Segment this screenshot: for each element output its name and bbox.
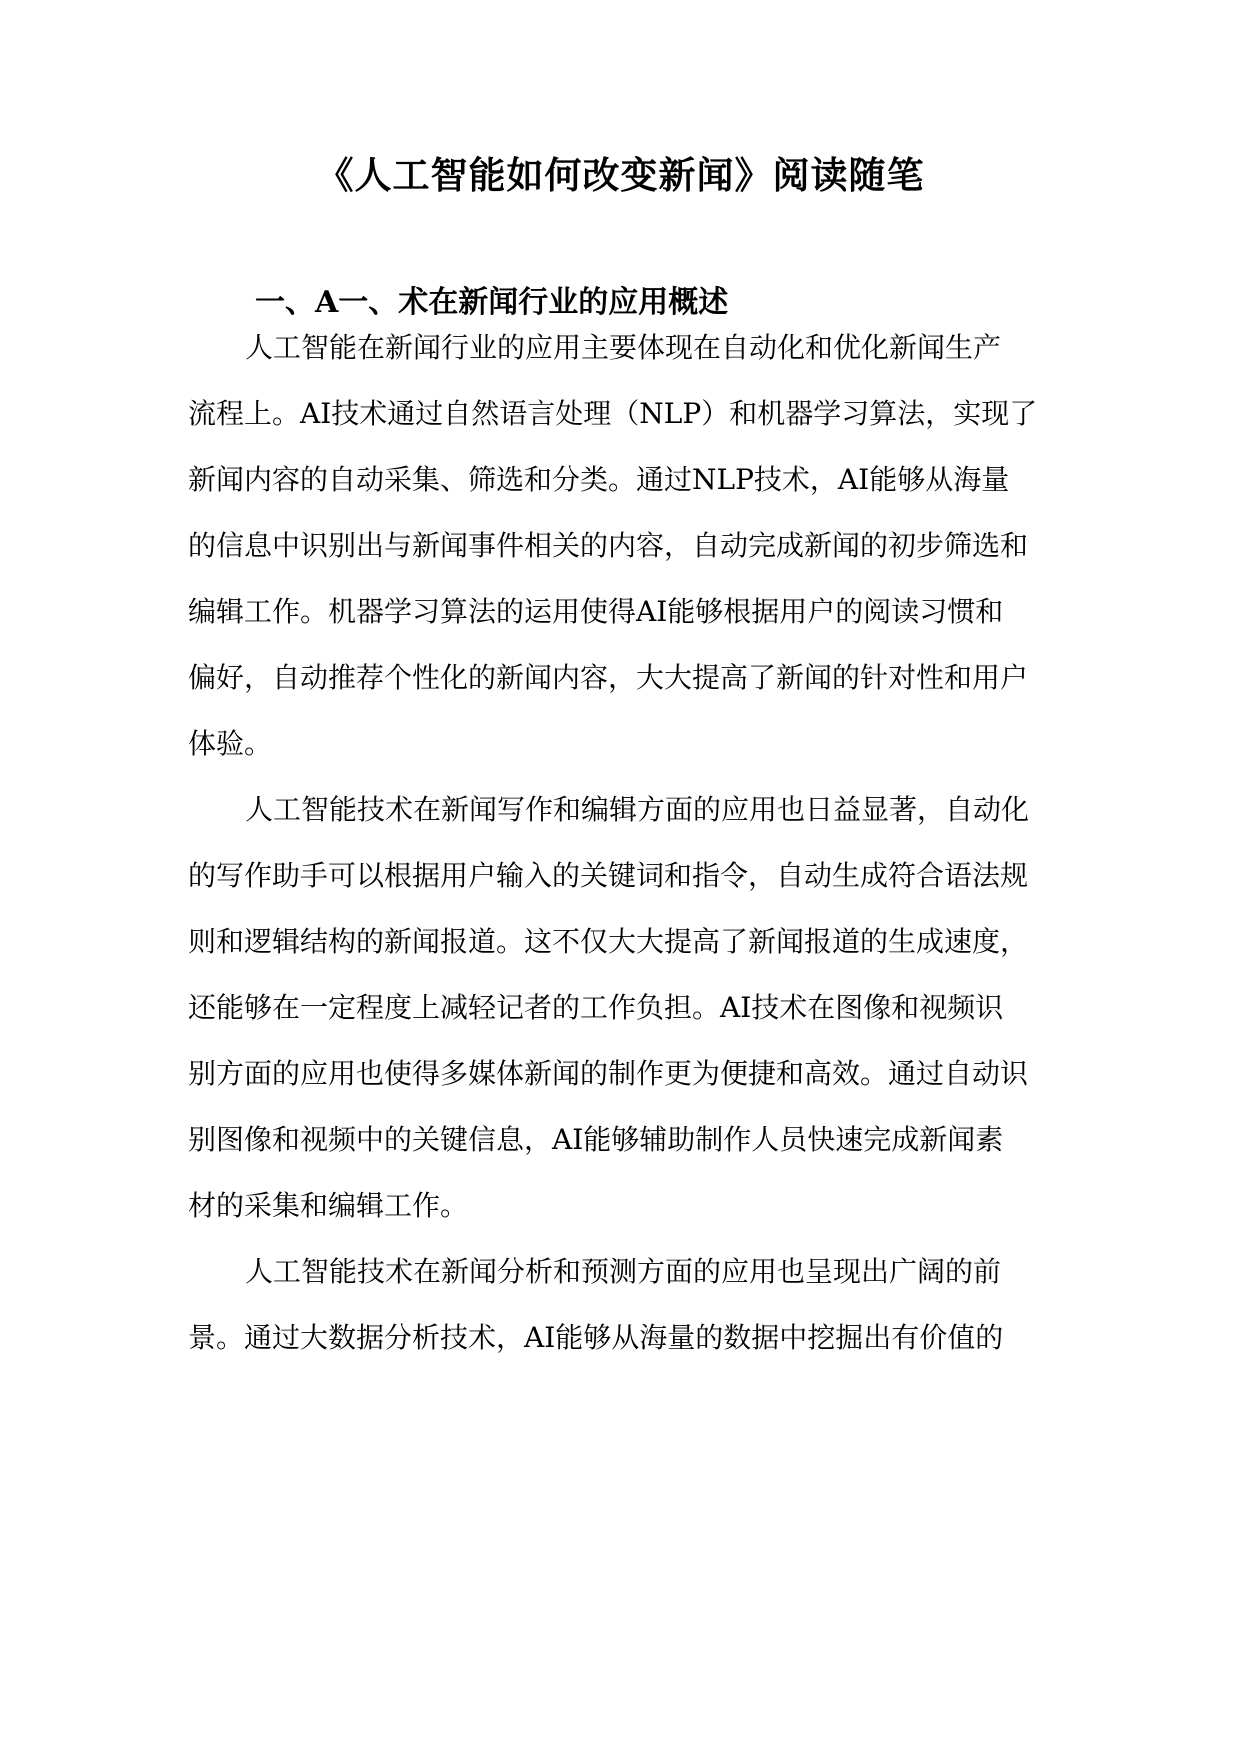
body-line: 编辑工作。机器学习算法的运用使得AI能够根据用户的阅读习惯和 [188, 595, 1004, 628]
body-line: 别图像和视频中的关键信息，AI能够辅助制作人员快速完成新闻素 [188, 1123, 1004, 1156]
body-line: 人工智能技术在新闻写作和编辑方面的应用也日益显著，自动化 [245, 793, 1030, 826]
body-line: 的写作助手可以根据用户输入的关键词和指令，自动生成符合语法规 [188, 859, 1029, 892]
body-line: 景。通过大数据分析技术，AI能够从海量的数据中挖掘出有价值的 [188, 1321, 1004, 1354]
body-line: 还能够在一定程度上减轻记者的工作负担。AI技术在图像和视频识 [188, 991, 1004, 1024]
body-line: 人工智能在新闻行业的应用主要体现在自动化和优化新闻生产 [245, 331, 1002, 364]
body-line: 新闻内容的自动采集、筛选和分类。通过NLP技术，AI能够从海量 [188, 463, 1010, 496]
section-heading: 一、A一、术在新闻行业的应用概述 [255, 285, 729, 320]
body-line: 则和逻辑结构的新闻报道。这不仅大大提高了新闻报道的生成速度， [188, 925, 1029, 958]
body-line: 别方面的应用也使得多媒体新闻的制作更为便捷和高效。通过自动识 [188, 1057, 1029, 1090]
body-line: 的信息中识别出与新闻事件相关的内容，自动完成新闻的初步筛选和 [188, 529, 1029, 562]
document-title: 《人工智能如何改变新闻》阅读随笔 [316, 153, 925, 197]
body-line: 材的采集和编辑工作。 [188, 1189, 469, 1222]
body-line: 流程上。AI技术通过自然语言处理（NLP）和机器学习算法，实现了 [188, 397, 1038, 430]
body-line: 人工智能技术在新闻分析和预测方面的应用也呈现出广阔的前 [245, 1255, 1002, 1288]
body-line: 偏好，自动推荐个性化的新闻内容，大大提高了新闻的针对性和用户 [188, 661, 1029, 694]
body-line: 体验。 [188, 727, 273, 760]
